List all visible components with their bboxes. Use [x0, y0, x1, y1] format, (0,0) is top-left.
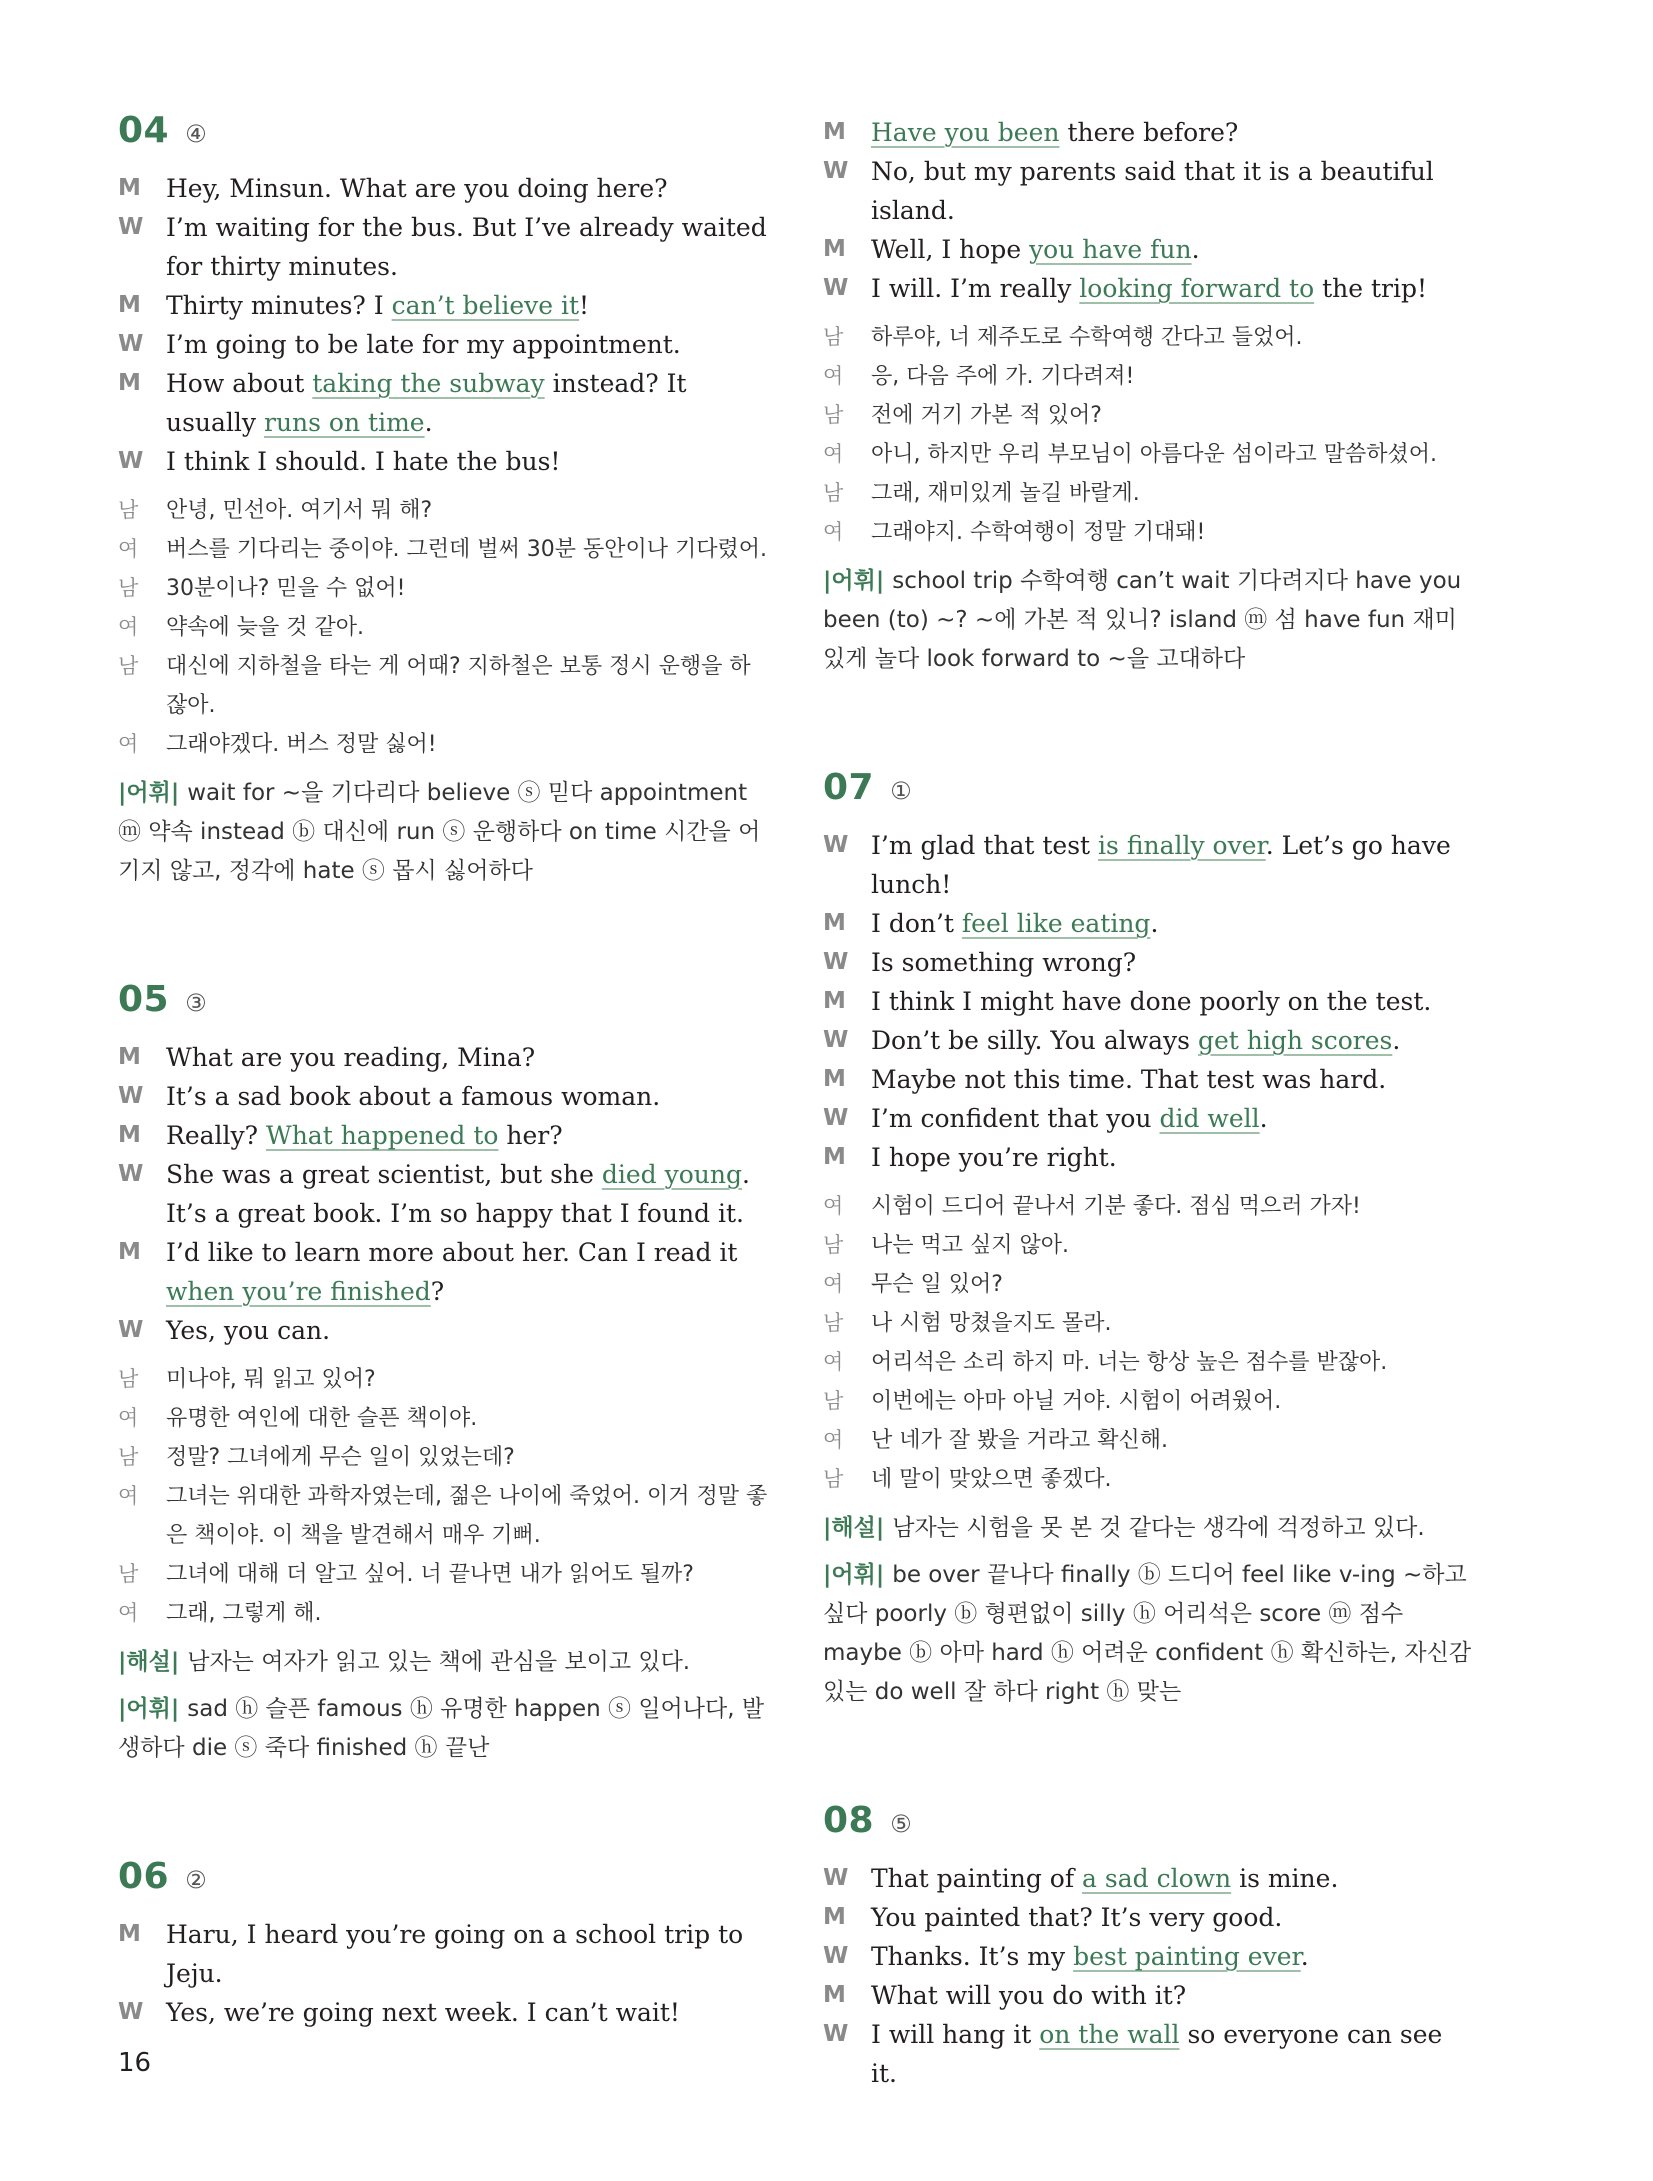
dialogue-text [871, 269, 1473, 308]
text-segment: That painting of [871, 1864, 1083, 1893]
question-number: 05 [118, 979, 170, 1020]
translation-text: 안녕, 민선아. 여기서 뭐 해? [166, 498, 433, 523]
korean-translation [823, 318, 1473, 552]
speaker-label: M [118, 175, 141, 201]
speaker-label: M [823, 1904, 846, 1930]
speaker-label: 남 [823, 1467, 844, 1491]
translation-text: 30분이나? 믿을 수 없어! [166, 576, 406, 601]
key-phrase: can’t believe it [391, 291, 580, 320]
dialogue-text [871, 2015, 1473, 2093]
speaker-label: W [823, 1105, 849, 1131]
dialogue-text [166, 1155, 768, 1233]
page-number: 16 [118, 2048, 152, 2078]
translation-text: 전에 거기 가본 적 있어? [871, 403, 1102, 428]
text-segment: ! [579, 291, 590, 320]
text-segment: She was a great scientist, but she [166, 1160, 602, 1189]
question-04 [118, 110, 768, 891]
speaker-label: W [118, 1317, 144, 1343]
speaker-label: M [823, 1144, 846, 1170]
explanation-tag: |해설| [823, 1515, 885, 1541]
translation-text: 그녀에 대해 더 알고 싶어. 너 끝나면 내가 읽어도 될까? [166, 1562, 694, 1587]
translation-line [118, 491, 768, 530]
translation-line [823, 318, 1473, 357]
vocabulary-tag: |어휘| [823, 1562, 885, 1588]
translation-text: 나는 먹고 싶지 않아. [871, 1233, 1069, 1258]
speaker-label: 남 [118, 654, 139, 678]
translation-text: 그래, 재미있게 놀길 바랄게. [871, 481, 1140, 506]
speaker-label: 남 [118, 1445, 139, 1469]
dialogue-text [871, 113, 1473, 152]
vocabulary-note [118, 774, 768, 891]
translation-line [823, 1421, 1473, 1460]
question-07 [823, 767, 1473, 1712]
speaker-label: 남 [823, 1311, 844, 1335]
dialogue-text [166, 286, 768, 325]
speaker-label: W [118, 1161, 144, 1187]
korean-translation [118, 491, 768, 764]
question-05 [118, 979, 768, 1768]
korean-translation [118, 1360, 768, 1633]
explanation-note [118, 1643, 768, 1682]
dialogue-line [823, 982, 1473, 1021]
key-phrase: a sad clown [1082, 1864, 1232, 1893]
dialogue-text [166, 1233, 768, 1311]
text-segment: You painted that? It’s very good. [871, 1903, 1283, 1932]
text-segment: I’m going to be late for my appointment. [166, 330, 681, 359]
english-dialogue [118, 1915, 768, 2032]
translation-line [823, 474, 1473, 513]
text-segment: . [1300, 1942, 1309, 1971]
dialogue-text [166, 1038, 768, 1077]
speaker-label: M [823, 988, 846, 1014]
speaker-label: W [823, 1027, 849, 1053]
translation-text: 아니, 하지만 우리 부모님이 아름다운 섬이라고 말씀하셨어. [871, 442, 1437, 467]
vocabulary-text: sad ⓗ 슬픈 famous ⓗ 유명한 happen ⓢ 일어나다, 발생하다 die ⓢ 죽다 finished ⓗ 끝난 [118, 1696, 765, 1761]
dialogue-text [871, 1099, 1473, 1138]
translation-text: 그래야지. 수학여행이 정말 기대돼! [871, 520, 1206, 545]
speaker-label: 남 [823, 481, 844, 505]
translation-text: 무슨 일 있어? [871, 1272, 1003, 1297]
dialogue-line [823, 1859, 1473, 1898]
text-segment: Is something wrong? [871, 948, 1137, 977]
text-segment: Yes, you can. [166, 1316, 331, 1345]
text-segment: I’m glad that test [871, 831, 1099, 860]
question-header [118, 110, 768, 151]
text-segment: Maybe not this time. That test was hard. [871, 1065, 1387, 1094]
translation-line [118, 530, 768, 569]
speaker-label: M [823, 1982, 846, 2008]
dialogue-line [823, 1976, 1473, 2015]
dialogue-line [823, 943, 1473, 982]
vocabulary-text: school trip 수학여행 can’t wait 기다려지다 have you been (to) ~? ~에 가본 적 있니? island ⓜ 섬 have fun 재미있게 놀다 look forward to ~을 고대하다 [823, 568, 1462, 672]
text-segment: Yes, we’re going next week. I can’t wait! [166, 1998, 680, 2027]
key-phrase: died young [601, 1160, 742, 1189]
explanation-note [823, 1509, 1473, 1548]
dialogue-text [166, 1915, 768, 1993]
speaker-label: M [118, 1122, 141, 1148]
speaker-label: W [118, 214, 144, 240]
dialogue-text [871, 1060, 1473, 1099]
translation-line [118, 1594, 768, 1633]
speaker-label: 여 [823, 1194, 844, 1218]
key-phrase: runs on time [264, 408, 425, 437]
speaker-label: 여 [118, 615, 139, 639]
vocabulary-note [823, 562, 1473, 679]
dialogue-text [871, 904, 1473, 943]
speaker-label: W [823, 949, 849, 975]
translation-line [118, 1399, 768, 1438]
dialogue-line [118, 1155, 768, 1233]
dialogue-text [871, 1859, 1473, 1898]
question-header [823, 767, 1473, 808]
dialogue-text [871, 230, 1473, 269]
vocabulary-text: wait for ~을 기다리다 believe ⓢ 믿다 appointment ⓜ 약속 instead ⓑ 대신에 run ⓢ 운행하다 on time 시간을 어기지 않고, 정각에 hate ⓢ 몹시 싫어하다 [118, 780, 761, 884]
text-segment: I think I might have done poorly on the test. [871, 987, 1432, 1016]
text-segment: Thirty minutes? I [166, 291, 392, 320]
translation-text: 어리석은 소리 하지 마. 너는 항상 높은 점수를 받잖아. [871, 1350, 1388, 1375]
english-dialogue [823, 113, 1473, 308]
speaker-label: 여 [823, 1350, 844, 1374]
dialogue-text [166, 1077, 768, 1116]
speaker-label: W [823, 2021, 849, 2047]
text-segment: the trip! [1314, 274, 1428, 303]
speaker-label: M [118, 370, 141, 396]
dialogue-text [871, 152, 1473, 230]
speaker-label: M [823, 236, 846, 262]
key-phrase: on the wall [1039, 2020, 1180, 2049]
dialogue-text [166, 1116, 768, 1155]
translation-line [823, 1382, 1473, 1421]
speaker-label: 남 [118, 576, 139, 600]
text-segment: ? [430, 1277, 445, 1306]
text-segment: . [1150, 909, 1159, 938]
translation-line [823, 1304, 1473, 1343]
dialogue-text [871, 982, 1473, 1021]
speaker-label: 여 [118, 1484, 139, 1508]
text-segment: . It’s a great book. I’m so happy that I found it. [166, 1160, 750, 1228]
key-phrase: What happened to [266, 1121, 499, 1150]
translation-line [823, 435, 1473, 474]
key-phrase: when you’re finished [166, 1277, 431, 1306]
dialogue-line [823, 1060, 1473, 1099]
speaker-label: 여 [823, 1272, 844, 1296]
speaker-label: 남 [118, 1562, 139, 1586]
translation-line [118, 1360, 768, 1399]
key-phrase: feel like eating [961, 909, 1151, 938]
key-phrase: did well [1159, 1104, 1260, 1133]
speaker-label: W [823, 158, 849, 184]
dialogue-text [166, 442, 768, 481]
key-phrase: looking forward to [1079, 274, 1315, 303]
dialogue-text [166, 169, 768, 208]
text-segment: Don’t be silly. You always [871, 1026, 1198, 1055]
dialogue-text [871, 1937, 1473, 1976]
question-number: 08 [823, 1800, 875, 1841]
speaker-label: W [823, 832, 849, 858]
speaker-label: M [823, 1066, 846, 1092]
speaker-label: 남 [118, 498, 139, 522]
speaker-label: M [118, 1921, 141, 1947]
translation-text: 이번에는 아마 아닐 거야. 시험이 어려웠어. [871, 1389, 1282, 1414]
speaker-label: 남 [823, 1389, 844, 1413]
speaker-label: 남 [118, 1367, 139, 1391]
translation-line [823, 1460, 1473, 1499]
text-segment: I’d like to learn more about her. Can I read it [166, 1238, 738, 1267]
text-segment: What will you do with it? [871, 1981, 1187, 2010]
text-segment: . [1392, 1026, 1401, 1055]
dialogue-line [823, 269, 1473, 308]
dialogue-text [871, 1021, 1473, 1060]
explanation-tag: |해설| [118, 1649, 180, 1675]
text-segment: I think I should. I hate the bus! [166, 447, 561, 476]
speaker-label: W [823, 1865, 849, 1891]
vocabulary-note [118, 1690, 768, 1768]
dialogue-text [166, 208, 768, 286]
vocabulary-note [823, 1556, 1473, 1712]
translation-text: 약속에 늦을 것 같아. [166, 615, 364, 640]
key-phrase: is finally over [1098, 831, 1266, 860]
question-number: 07 [823, 767, 875, 808]
dialogue-line [823, 1898, 1473, 1937]
english-dialogue [118, 169, 768, 481]
text-segment: there before? [1059, 118, 1239, 147]
key-phrase: best painting ever [1073, 1942, 1301, 1971]
text-segment: her? [498, 1121, 563, 1150]
translation-line [118, 1438, 768, 1477]
dialogue-line [823, 113, 1473, 152]
english-dialogue [823, 1859, 1473, 2093]
answer-mark: ④ [185, 120, 207, 148]
dialogue-line [118, 1116, 768, 1155]
question-number: 04 [118, 110, 170, 151]
dialogue-text [871, 1976, 1473, 2015]
english-dialogue [118, 1038, 768, 1350]
text-segment: I don’t [871, 909, 962, 938]
dialogue-line [823, 1099, 1473, 1138]
translation-line [118, 608, 768, 647]
text-segment: . [424, 408, 433, 437]
dialogue-line [118, 286, 768, 325]
translation-line [823, 513, 1473, 552]
text-segment: What are you reading, Mina? [166, 1043, 536, 1072]
question-number: 06 [118, 1856, 170, 1897]
dialogue-line [118, 1311, 768, 1350]
dialogue-line [823, 152, 1473, 230]
dialogue-text [871, 1138, 1473, 1177]
text-segment: instead? It usually [166, 369, 687, 437]
dialogue-line [823, 1937, 1473, 1976]
dialogue-line [118, 169, 768, 208]
translation-text: 정말? 그녀에게 무슨 일이 있었는데? [166, 1445, 515, 1470]
translation-line [823, 357, 1473, 396]
dialogue-line [118, 1915, 768, 1993]
dialogue-line [823, 2015, 1473, 2093]
dialogue-line [823, 1138, 1473, 1177]
translation-text: 나 시험 망쳤을지도 몰라. [871, 1311, 1112, 1336]
vocabulary-tag: |어휘| [118, 780, 180, 806]
question-06-continued [823, 113, 1473, 679]
translation-text: 대신에 지하철을 타는 게 어때? 지하철은 보통 정시 운행을 하잖아. [166, 654, 751, 718]
right-column [823, 113, 1473, 2181]
speaker-label: 여 [118, 537, 139, 561]
vocabulary-tag: |어휘| [118, 1696, 180, 1722]
speaker-label: M [118, 1044, 141, 1070]
translation-line [823, 1343, 1473, 1382]
translation-text: 유명한 여인에 대한 슬픈 책이야. [166, 1406, 478, 1431]
translation-line [118, 1555, 768, 1594]
speaker-label: M [823, 119, 846, 145]
dialogue-text [871, 943, 1473, 982]
translation-text: 난 네가 잘 봤을 거라고 확신해. [871, 1428, 1168, 1453]
text-segment: I will. I’m really [871, 274, 1080, 303]
translation-line [823, 1187, 1473, 1226]
translation-text: 응, 다음 주에 가. 기다려져! [871, 364, 1135, 389]
speaker-label: 여 [823, 520, 844, 544]
text-segment: I will hang it [871, 2020, 1040, 2049]
dialogue-text [166, 325, 768, 364]
text-segment: I’m waiting for the bus. But I’ve already waited for thirty minutes. [166, 213, 767, 281]
translation-line [118, 725, 768, 764]
translation-text: 그래, 그렇게 해. [166, 1601, 322, 1626]
dialogue-line [118, 1233, 768, 1311]
speaker-label: 여 [823, 442, 844, 466]
speaker-label: W [823, 275, 849, 301]
speaker-label: W [118, 1083, 144, 1109]
speaker-label: W [118, 448, 144, 474]
speaker-label: 남 [823, 1233, 844, 1257]
key-phrase: you have fun [1029, 235, 1192, 264]
text-segment: is mine. [1231, 1864, 1339, 1893]
text-segment: . [1259, 1104, 1268, 1133]
translation-line [118, 569, 768, 608]
translation-line [118, 647, 768, 725]
speaker-label: 여 [118, 732, 139, 756]
text-segment: . Let’s go have lunch! [871, 831, 1451, 899]
translation-text: 버스를 기다리는 중이야. 그런데 벌써 30분 동안이나 기다렸어. [166, 537, 767, 562]
dialogue-text [871, 826, 1473, 904]
key-phrase: Have you been [871, 118, 1060, 147]
question-08 [823, 1800, 1473, 2093]
dialogue-line [118, 1038, 768, 1077]
dialogue-line [823, 1021, 1473, 1060]
left-column [118, 110, 768, 2120]
answer-mark: ⑤ [890, 1810, 912, 1838]
explanation-text: 남자는 여자가 읽고 있는 책에 관심을 보이고 있다. [187, 1649, 691, 1675]
vocabulary-tag: |어휘| [823, 568, 885, 594]
text-segment: Hey, Minsun. What are you doing here? [166, 174, 668, 203]
speaker-label: 남 [823, 403, 844, 427]
translation-line [823, 1265, 1473, 1304]
question-06-start [118, 1856, 768, 2032]
speaker-label: M [118, 1239, 141, 1265]
dialogue-line [118, 442, 768, 481]
translation-line [823, 1226, 1473, 1265]
dialogue-text [166, 364, 768, 442]
key-phrase: taking the subway [312, 369, 545, 398]
question-header [118, 979, 768, 1020]
translation-line [823, 396, 1473, 435]
key-phrase: get high scores [1197, 1026, 1393, 1055]
speaker-label: W [118, 1999, 144, 2025]
dialogue-text [166, 1311, 768, 1350]
speaker-label: M [823, 910, 846, 936]
speaker-label: 여 [823, 364, 844, 388]
text-segment: Haru, I heard you’re going on a school trip to Jeju. [166, 1920, 744, 1988]
answer-mark: ② [185, 1866, 207, 1894]
answer-mark: ③ [185, 989, 207, 1017]
text-segment: How about [166, 369, 313, 398]
korean-translation [823, 1187, 1473, 1499]
dialogue-line [823, 904, 1473, 943]
text-segment: so everyone can see it. [871, 2020, 1443, 2088]
text-segment: Really? [166, 1121, 266, 1150]
dialogue-line [118, 1077, 768, 1116]
text-segment: . [1191, 235, 1200, 264]
dialogue-line [118, 1993, 768, 2032]
speaker-label: M [118, 292, 141, 318]
speaker-label: 남 [823, 325, 844, 349]
speaker-label: 여 [118, 1406, 139, 1430]
dialogue-line [118, 208, 768, 286]
vocabulary-text: be over 끝나다 finally ⓑ 드디어 feel like v-ing ~하고 싶다 poorly ⓑ 형편없이 silly ⓗ 어리석은 score ⓜ 점수 maybe ⓑ 아마 hard ⓗ 어려운 confident ⓗ 확신하는, 자신감 있는 do well 잘 하다 right ⓗ 맞는 [823, 1562, 1472, 1705]
dialogue-line [823, 230, 1473, 269]
text-segment: Thanks. It’s my [871, 1942, 1074, 1971]
dialogue-text [166, 1993, 768, 2032]
translation-text: 시험이 드디어 끝나서 기분 좋다. 점심 먹으러 가자! [871, 1194, 1361, 1219]
english-dialogue [823, 826, 1473, 1177]
dialogue-text [871, 1898, 1473, 1937]
question-header [118, 1856, 768, 1897]
translation-text: 그녀는 위대한 과학자였는데, 젊은 나이에 죽었어. 이거 정말 좋은 책이야. 이 책을 발견해서 매우 기뻐. [166, 1484, 768, 1548]
translation-text: 그래야겠다. 버스 정말 싫어! [166, 732, 437, 757]
speaker-label: W [823, 1943, 849, 1969]
dialogue-line [118, 364, 768, 442]
text-segment: No, but my parents said that it is a beautiful island. [871, 157, 1434, 225]
text-segment: It’s a sad book about a famous woman. [166, 1082, 661, 1111]
translation-line [118, 1477, 768, 1555]
dialogue-line [823, 826, 1473, 904]
text-segment: Well, I hope [871, 235, 1030, 264]
speaker-label: 여 [118, 1601, 139, 1625]
translation-text: 하루야, 너 제주도로 수학여행 간다고 들었어. [871, 325, 1303, 350]
dialogue-line [118, 325, 768, 364]
speaker-label: 여 [823, 1428, 844, 1452]
answer-mark: ① [890, 777, 912, 805]
translation-text: 네 말이 맞았으면 좋겠다. [871, 1467, 1112, 1492]
explanation-text: 남자는 시험을 못 본 것 같다는 생각에 걱정하고 있다. [892, 1515, 1425, 1541]
translation-text: 미나야, 뭐 읽고 있어? [166, 1367, 376, 1392]
text-segment: I hope you’re right. [871, 1143, 1117, 1172]
question-header [823, 1800, 1473, 1841]
speaker-label: W [118, 331, 144, 357]
text-segment: I’m confident that you [871, 1104, 1160, 1133]
